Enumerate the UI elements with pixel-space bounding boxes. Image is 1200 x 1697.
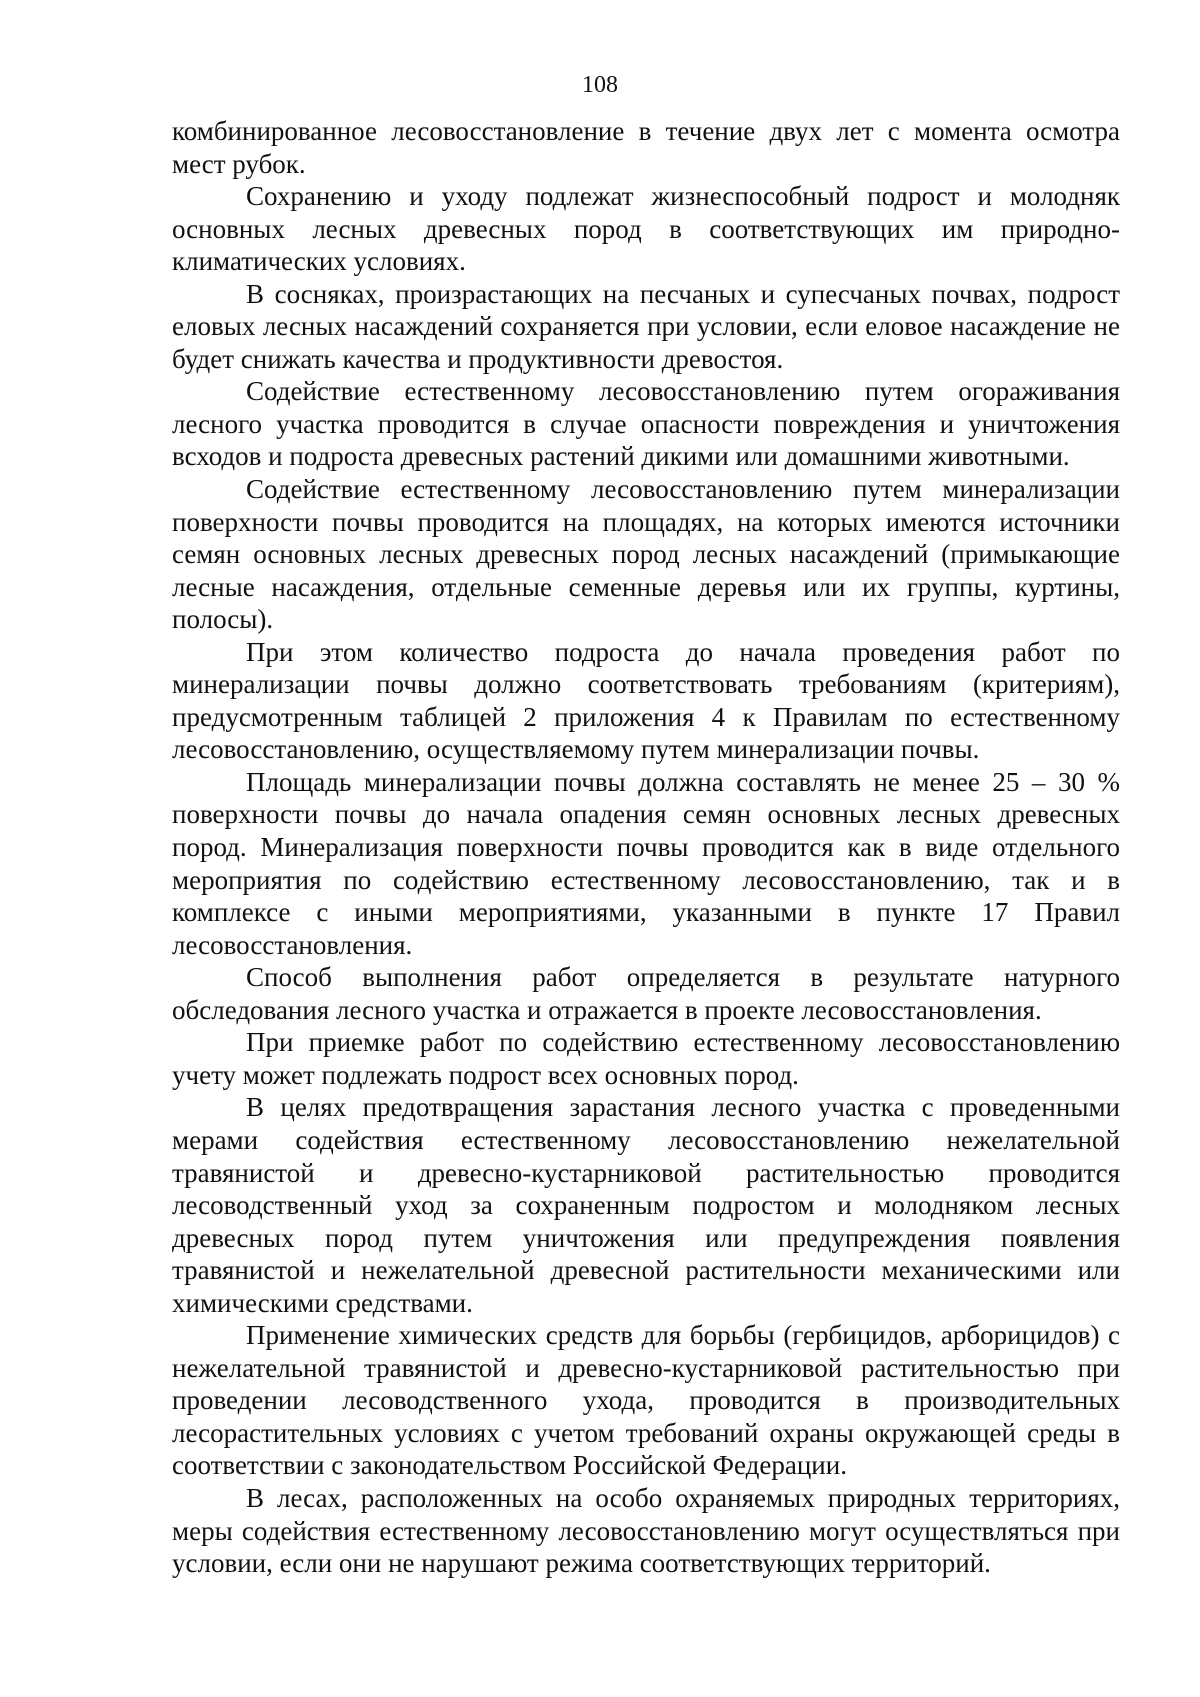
paragraph-continuation: комбинированное лесовосстановление в течение двух лет с момента осмотра мест рубок. bbox=[172, 116, 1120, 179]
paragraph-overgrowth-prevention: В целях предотвращения зарастания лесного участка с проведенными мерами содействия естественному лесовосстановлению нежелательной травянистой и древесно-кустарниковой растительностью проводится лесоводственный уход за сохраненным подростом и молодняком лесных древесных пород путем уничтожения или предупреждения появления травянистой и нежелательной древесной растительности механическими или химическими средствами. bbox=[172, 1092, 1120, 1318]
paragraph-pine-forests: В сосняках, произрастающих на песчаных и супесчаных почвах, подрост еловых лесных насаждений сохраняется при условии, если еловое насаждение не будет снижать качества и продуктивности древостоя. bbox=[172, 278, 1120, 374]
paragraph-preservation: Сохранению и уходу подлежат жизнеспособный подрост и молодняк основных лесных древесных пород в соответствующих им природно-климатических условиях. bbox=[172, 181, 1120, 277]
paragraph-acceptance: При приемке работ по содействию естественному лесовосстановлению учету может подлежать подрост всех основных пород. bbox=[172, 1027, 1120, 1090]
page-number: 108 bbox=[582, 72, 618, 98]
paragraph-fencing: Содействие естественному лесовосстановлению путем огораживания лесного участка проводится в случае опасности повреждения и уничтожения всходов и подроста древесных растений дикими или домашними животными. bbox=[172, 376, 1120, 472]
paragraph-mineralization-area: Площадь минерализации почвы должна составлять не менее 25 – 30 % поверхности почвы до начала опадения семян основных лесных древесных пород. Минерализация поверхности почвы проводится как в виде отдельного мероприятия по содействию естественному лесовосстановлению, так и в комплексе с иными мероприятиями, указанными в пункте 17 Правил лесовосстановления. bbox=[172, 766, 1120, 960]
paragraph-mineralization: Содействие естественному лесовосстановлению путем минерализации поверхности почвы проводится на площадях, на которых имеются источники семян основных лесных древесных пород лесных насаждений (примыкающие лесные насаждения, отдельные семенные деревья или их группы, куртины, полосы). bbox=[172, 474, 1120, 635]
paragraph-protected-areas: В лесах, расположенных на особо охраняемых природных территориях, меры содействия естественному лесовосстановлению могут осуществляться при условии, если они не нарушают режима соответствующих территорий. bbox=[172, 1482, 1120, 1579]
paragraph-chemical-means: Применение химических средств для борьбы (гербицидов, арборицидов) с нежелательной травянистой и древесно-кустарниковой растительностью при проведении лесоводственного ухода, проводится в производительных лесорастительных условиях с учетом требований охраны окружающей среды в соответствии с законодательством Российской Федерации. bbox=[172, 1320, 1120, 1481]
paragraph-undergrowth-quantity: При этом количество подроста до начала проведения работ по минерализации почвы должно соответствовать требованиям (критериям), предусмотренным таблицей 2 приложения 4 к Правилам по естественному лесовосстановлению, осуществляемому путем минерализации почвы. bbox=[172, 636, 1120, 765]
paragraph-work-method: Способ выполнения работ определяется в результате натурного обследования лесного участка и отражается в проекте лесовосстановления. bbox=[172, 962, 1120, 1025]
document-body bbox=[172, 115, 1120, 1580]
